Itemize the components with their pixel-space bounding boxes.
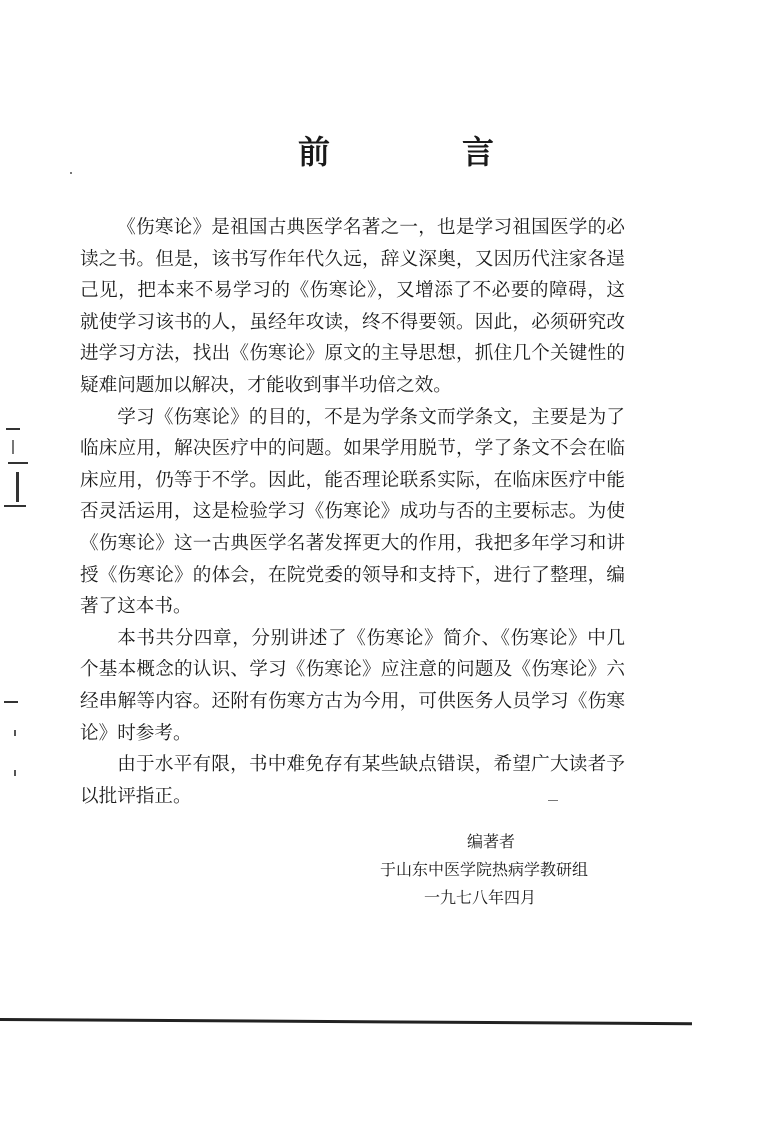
scan-mark bbox=[14, 770, 16, 776]
paragraph-3: 本书共分四章，分别讲述了《伤寒论》简介、《伤寒论》中几个基本概念的认识、学习《伤寒论》应注意的问题及《伤寒论》六经串解等内容。还附有伤寒方古为今用，可供医务人员学习《伤寒论》时参考。 bbox=[80, 627, 625, 744]
signature-organization: 于山东中医学院热病学教研组 bbox=[380, 860, 589, 879]
scan-mark bbox=[4, 505, 26, 507]
scan-mark bbox=[12, 440, 14, 454]
signature-date: 一九七八年四月 bbox=[424, 888, 537, 907]
scan-mark bbox=[14, 730, 16, 736]
bottom-rule bbox=[0, 1018, 692, 1025]
scan-mark bbox=[6, 428, 20, 430]
scan-speck bbox=[70, 172, 72, 174]
scan-speck bbox=[548, 800, 558, 801]
page-title: 前 言 bbox=[298, 133, 545, 171]
signature-block bbox=[380, 828, 640, 912]
scan-mark bbox=[4, 701, 18, 703]
paragraph-2: 学习《伤寒论》的目的，不是为学条文而学条文，主要是为了临床应用，解决医疗中的问题。如果学用脱节，学了条文不会在临床应用，仍等于不学。因此，能否理论联系实际，在临床医疗中能否灵活运用，这是检验学习《伤寒论》成功与否的主要标志。为使《伤寒论》这一古典医学名著发挥更大的作用，我把多年学习和讲授《伤寒论》的体会，在院党委的领导和支持下，进行了整理，编著了这本书。 bbox=[80, 406, 625, 618]
scan-mark bbox=[16, 472, 19, 502]
signature-author: 编著者 bbox=[467, 832, 516, 851]
paragraph-4: 由于水平有限，书中难免存有某些缺点错误，希望广大读者予以批评指正。 bbox=[80, 754, 625, 807]
scan-mark bbox=[8, 462, 28, 464]
preface-body bbox=[80, 212, 625, 812]
paragraph-1: 《伤寒论》是祖国古典医学名著之一，也是学习祖国医学的必读之书。但是，该书写作年代久远，辞义深奥，又因历代注家各逞己见，把本来不易学习的《伤寒论》，又增添了不必要的障碍，这就使学习该书的人，虽经年攻读，终不得要领。因此，必须研究改进学习方法，找出《伤寒论》原文的主导思想，抓住几个关键性的疑难问题加以解决，才能收到事半功倍之效。 bbox=[80, 217, 625, 396]
